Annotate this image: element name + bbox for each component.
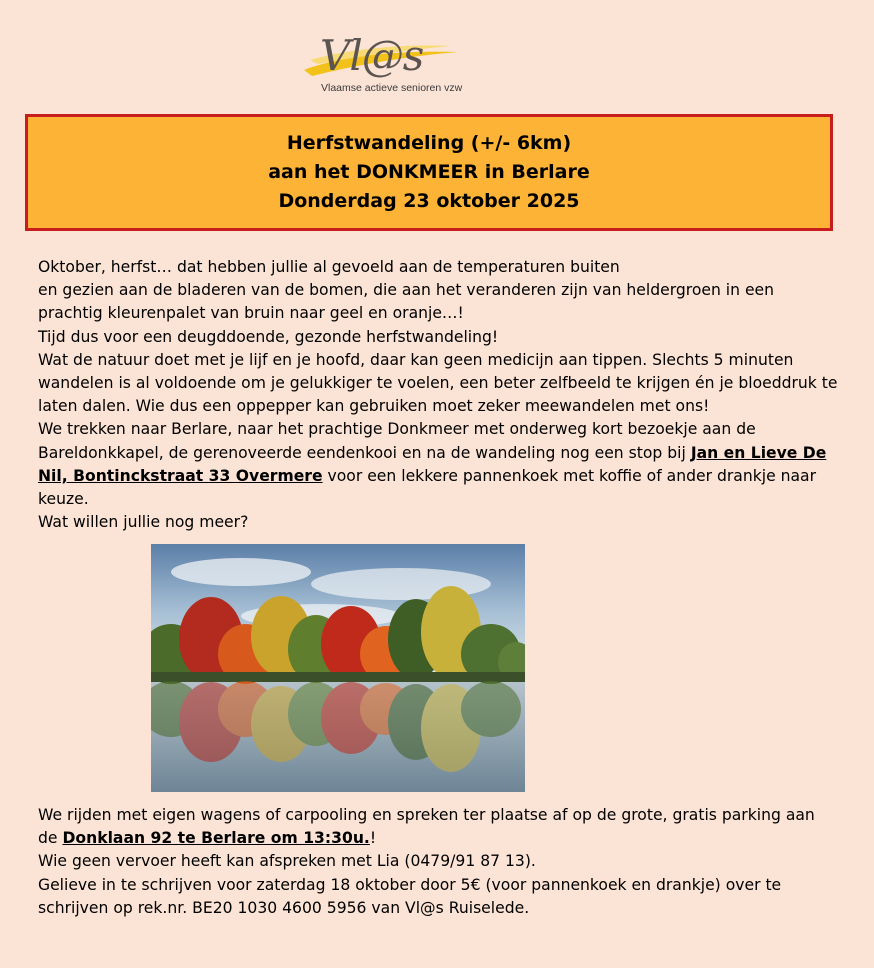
transport-contact: Wie geen vervoer heeft kan afspreken met Lia (0479/91 87 13). bbox=[38, 852, 536, 871]
logo-tagline: Vlaamse actieve senioren vzw bbox=[321, 82, 463, 94]
event-title-banner bbox=[25, 114, 833, 231]
meeting-point-text-a: We rijden met eigen wagens of carpooling en spreken ter plaatse af op de grote, gratis parking aan de bbox=[38, 806, 815, 848]
registration-info: Gelieve in te schrijven voor zaterdag 18 oktober door 5€ (voor pannenkoek en drankje) over te schrijven op rek.nr. BE20 1030 4600 5956 van Vl@s Ruiselede. bbox=[38, 875, 782, 917]
intro-text bbox=[38, 256, 838, 534]
intro-paragraph-5 bbox=[38, 418, 838, 511]
meeting-point-paragraph bbox=[38, 804, 838, 850]
intro-paragraph-6: Wat willen jullie nog meer? bbox=[38, 513, 249, 532]
practical-info bbox=[38, 804, 838, 920]
intro-paragraph-5-text-b: voor een lekkere pannenkoek met koffie of ander drankje naar keuze. bbox=[38, 466, 817, 509]
stop-address: Jan en Lieve De Nil, Bontinckstraat 33 Overmere bbox=[38, 443, 827, 485]
meeting-point-text-b: ! bbox=[369, 829, 377, 848]
intro-paragraph-3: Tijd dus voor een deugddoende, gezonde herfstwandeling! bbox=[38, 327, 499, 346]
intro-paragraph-2: en gezien aan de bladeren van de bomen, die aan het veranderen zijn van heldergroen in een prachtig kleurenpalet van bruin naar geel en oranje…! bbox=[38, 281, 775, 323]
intro-paragraph-4: Wat de natuur doet met je lijf en je hoofd, daar kan geen medicijn aan tippen. Slechts 5 minuten wandelen is al voldoende om je gelukkiger te voelen, een beter zelfbeeld te krijgen én je bloeddruk te laten dalen. Wie dus een oppepper kan gebruiken moet zeker meewandelen met ons! bbox=[38, 350, 838, 416]
logo-wordmark: Vl@s bbox=[320, 31, 424, 80]
intro-paragraph-5-text-a: We trekken naar Berlare, naar het prachtige Donkmeer met onderweg kort bezoekje aan de Bareldonkkapel, de gerenoveerde eendenkooi en na de wandeling nog een stop bij bbox=[38, 420, 756, 462]
event-title: Herfstwandeling (+/- 6km) bbox=[286, 132, 572, 154]
event-location: aan het DONKMEER in Berlare bbox=[268, 161, 590, 183]
event-date: Donderdag 23 oktober 2025 bbox=[278, 190, 580, 212]
intro-paragraph-1: Oktober, herfst… dat hebben jullie al gevoeld aan de temperaturen buiten bbox=[38, 258, 620, 276]
vlas-logo bbox=[300, 26, 463, 98]
autumn-lake-photo bbox=[151, 544, 525, 792]
meeting-address: Donklaan 92 te Berlare om 13:30u. bbox=[62, 829, 370, 848]
